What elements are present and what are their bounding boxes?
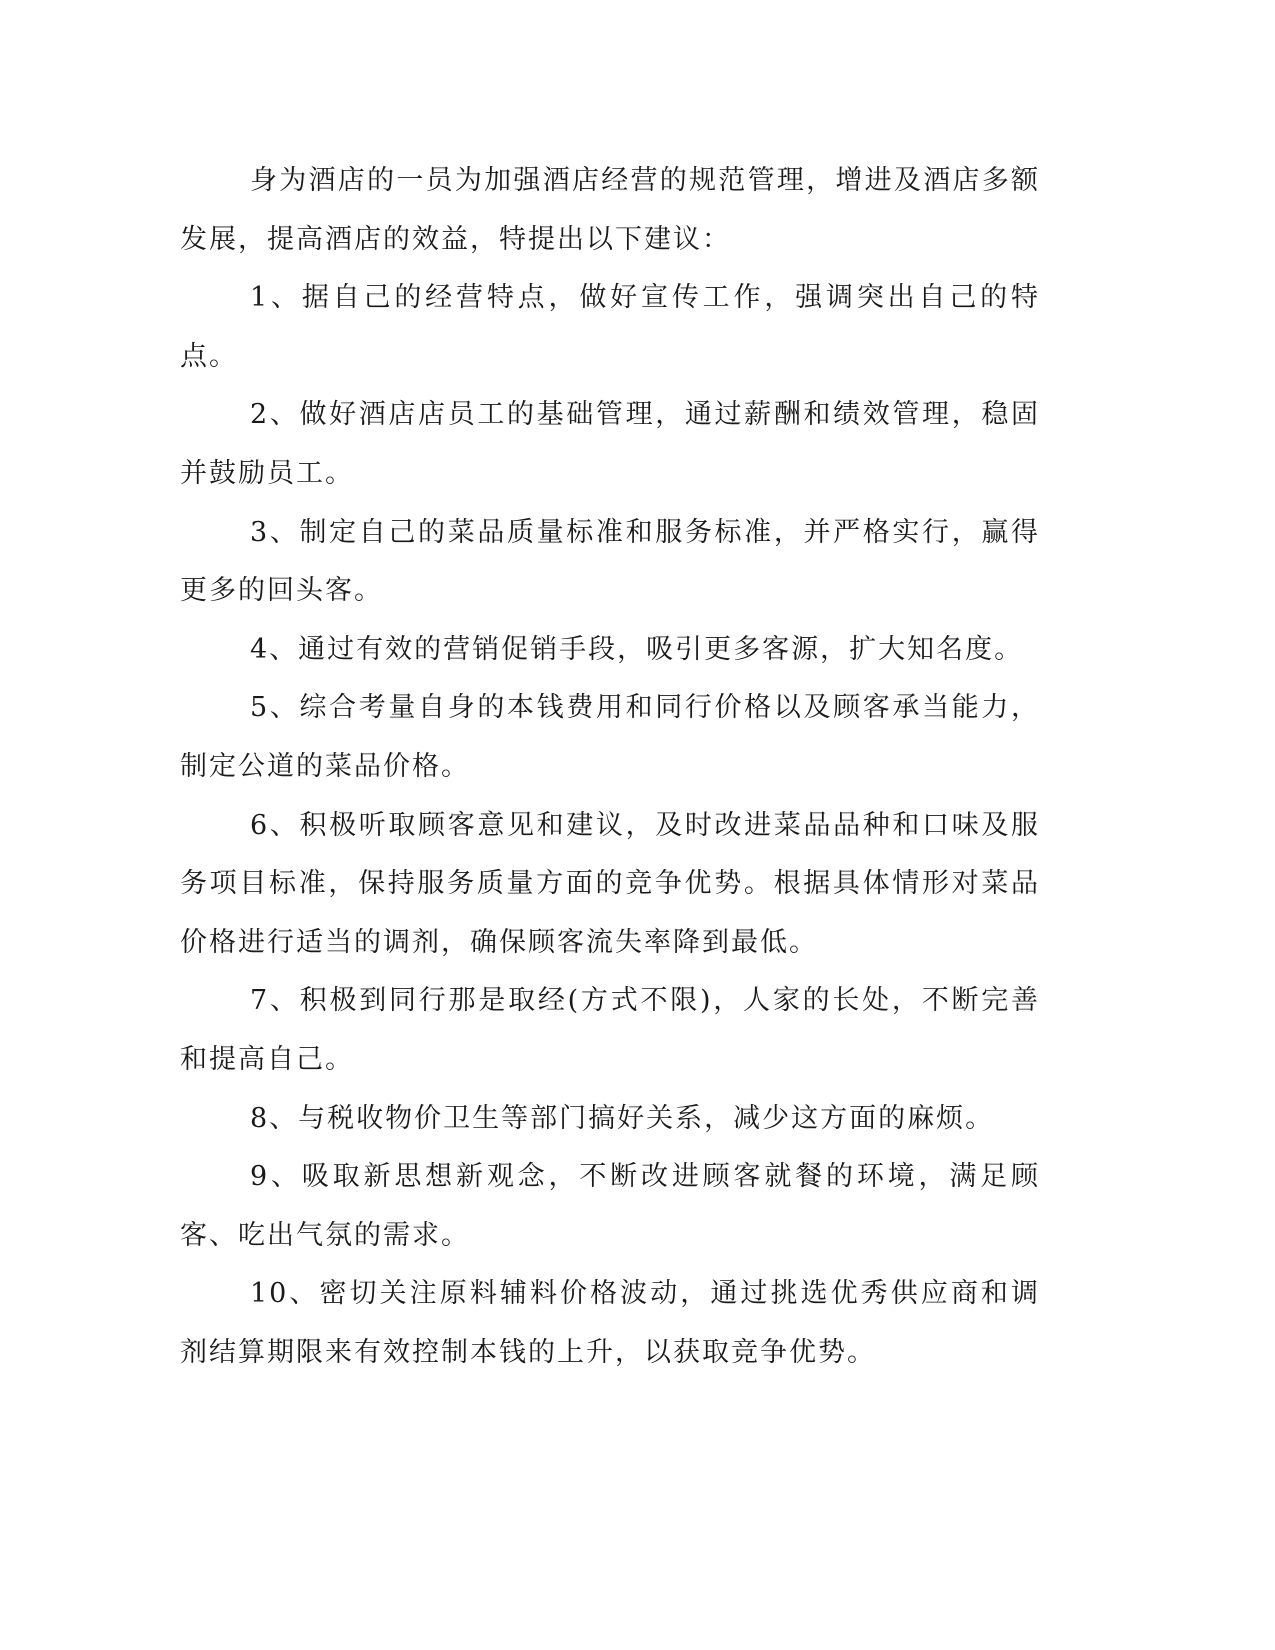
suggestion-6: 6、积极听取顾客意见和建议，及时改进菜品品种和口味及服务项目标准，保持服务质量方面的竞争优势。根据具体情形对菜品价格进行适当的调剂，确保顾客流失率降到最低。 [180,809,1040,958]
suggestion-10: 10、密切关注原料辅料价格波动，通过挑选优秀供应商和调剂结算期限来有效控制本钱的上升，以获取竞争优势。 [180,1278,1040,1368]
suggestion-4: 4、通过有效的营销促销手段，吸引更多客源，扩大知名度。 [250,633,1024,665]
intro-paragraph: 身为酒店的一员为加强酒店经营的规范管理，增进及酒店多额发展，提高酒店的效益，特提出以下建议： [180,165,1040,255]
suggestion-5: 5、综合考量自身的本钱费用和同行价格以及顾客承当能力，制定公道的菜品价格。 [180,692,1040,782]
suggestion-3: 3、制定自己的菜品质量标准和服务标准，并严格实行，赢得更多的回头客。 [180,516,1040,607]
suggestion-1: 1、据自己的经营特点，做好宣传工作，强调突出自己的特点。 [180,282,1040,372]
suggestion-8: 8、与税收物价卫生等部门搞好关系，减少这方面的麻烦。 [250,1102,995,1134]
suggestion-7: 7、积极到同行那是取经(方式不限)，人家的长处，不断完善和提高自己。 [180,985,1040,1075]
suggestion-2: 2、做好酒店店员工的基础管理，通过薪酬和绩效管理，稳固并鼓励员工。 [180,399,1040,489]
document-body [180,152,1040,1382]
suggestion-9: 9、吸取新思想新观念，不断改进顾客就餐的环境，满足顾客、吃出气氛的需求。 [180,1161,1040,1251]
